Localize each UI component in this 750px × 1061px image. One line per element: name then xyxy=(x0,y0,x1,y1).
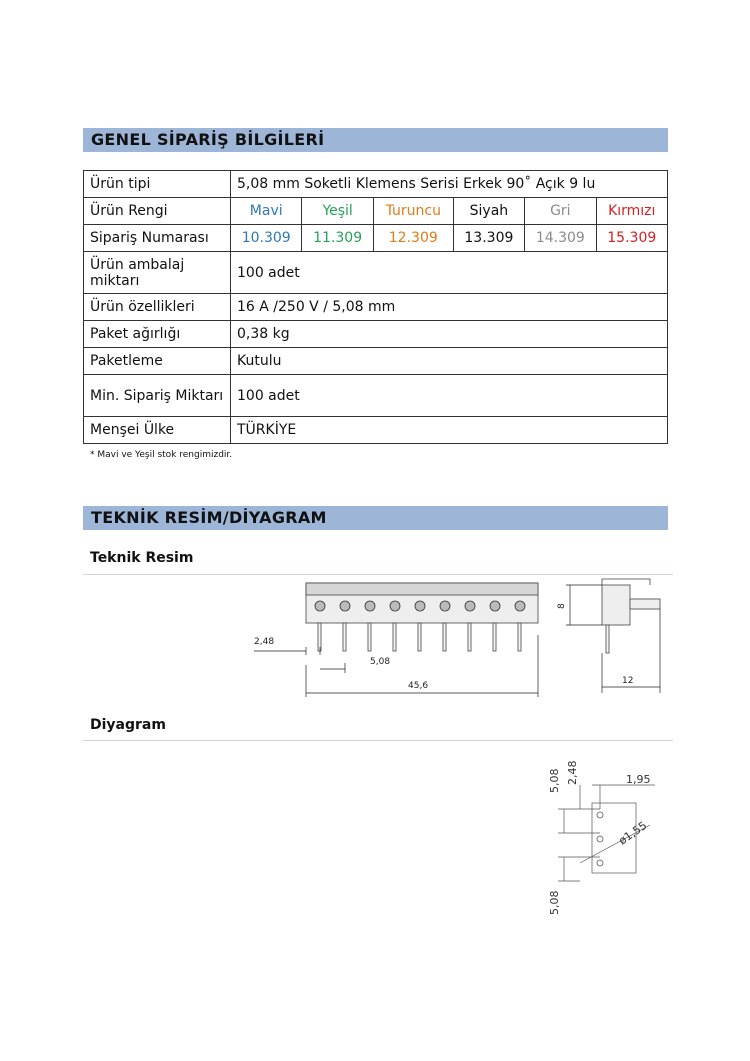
features-label: Ürün özellikleri xyxy=(84,294,231,321)
color-name-cell: Mavi xyxy=(231,198,302,225)
diagram-dim-hole: ø1,55 xyxy=(616,818,650,848)
packaging-label: Paketleme xyxy=(84,348,231,375)
table-row xyxy=(84,252,668,294)
table-row xyxy=(84,171,668,198)
packaging-value: Kutulu xyxy=(231,348,668,375)
order-code-cell: 15.309 xyxy=(596,225,667,252)
diagram-dim-edge: 1,95 xyxy=(626,773,651,786)
dim-height: 8 xyxy=(557,603,567,609)
diagram-title: Diyagram xyxy=(90,717,166,733)
order-info-table xyxy=(83,170,668,444)
pcb-holes xyxy=(597,812,603,866)
origin-label: Menşei Ülke xyxy=(84,417,231,444)
table-row xyxy=(84,198,668,225)
technical-drawing-title: Teknik Resim xyxy=(90,550,194,566)
technical-drawing xyxy=(240,575,680,705)
section-title-general: GENEL SİPARİŞ BİLGİLERİ xyxy=(83,128,668,152)
section-title-technical: TEKNİK RESİM/DİYAGRAM xyxy=(83,506,668,530)
product-type-value: 5,08 mm Soketli Klemens Serisi Erkek 90˚ Açık 9 lu xyxy=(231,171,668,198)
color-name-cell: Kırmızı xyxy=(596,198,667,225)
connector-pins xyxy=(318,623,521,651)
divider xyxy=(83,740,673,741)
features-value: 16 A /250 V / 5,08 mm xyxy=(231,294,668,321)
color-name-cell: Gri xyxy=(525,198,596,225)
color-name-cell: Siyah xyxy=(453,198,524,225)
color-name-cell: Yeşil xyxy=(302,198,373,225)
color-name-cell: Turuncu xyxy=(373,198,453,225)
package-qty-value: 100 adet xyxy=(231,252,668,294)
order-code-cell: 11.309 xyxy=(302,225,373,252)
terminal-holes xyxy=(315,601,525,611)
package-qty-label: Ürün ambalaj miktarı xyxy=(84,252,231,294)
dim-pin-offset: 2,48 xyxy=(254,637,275,647)
pcb-diagram xyxy=(540,745,680,920)
table-row xyxy=(84,417,668,444)
color-label: Ürün Rengi xyxy=(84,198,231,225)
table-row xyxy=(84,294,668,321)
weight-value: 0,38 kg xyxy=(231,321,668,348)
table-row xyxy=(84,375,668,417)
order-code-cell: 13.309 xyxy=(453,225,524,252)
product-type-label: Ürün tipi xyxy=(84,171,231,198)
order-no-label: Sipariş Numarası xyxy=(84,225,231,252)
dim-depth: 12 xyxy=(622,676,634,686)
diagram-dim-offset: 2,48 xyxy=(566,760,579,785)
order-code-cell: 12.309 xyxy=(373,225,453,252)
diagram-dim-pitch-top: 5,08 xyxy=(548,768,561,793)
table-row xyxy=(84,348,668,375)
min-order-label: Min. Sipariş Miktarı xyxy=(84,375,231,417)
dim-pitch: 5,08 xyxy=(370,657,391,667)
diagram-dim-pitch-bottom: 5,08 xyxy=(548,890,561,915)
weight-label: Paket ağırlığı xyxy=(84,321,231,348)
dim-length: 45,6 xyxy=(408,681,429,691)
origin-value: TÜRKİYE xyxy=(231,417,668,444)
table-row xyxy=(84,225,668,252)
order-code-cell: 10.309 xyxy=(231,225,302,252)
order-code-cell: 14.309 xyxy=(525,225,596,252)
stock-note: * Mavi ve Yeşil stok rengimizdir. xyxy=(90,450,233,460)
min-order-value: 100 adet xyxy=(231,375,668,417)
table-row xyxy=(84,321,668,348)
